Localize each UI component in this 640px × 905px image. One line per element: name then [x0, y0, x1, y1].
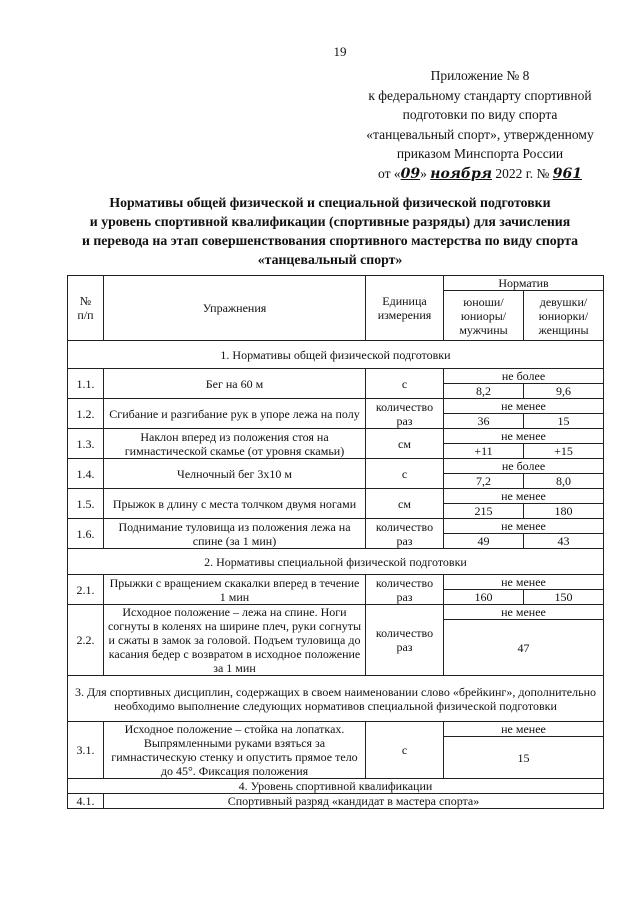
title-line: и перевода на этап совершенствования спортивного мастерства по виду спорта [81, 233, 579, 248]
row-number: 1.5. [68, 489, 104, 519]
page-number: 19 [333, 44, 347, 59]
norm-girls: 180 [524, 504, 604, 519]
exercise-name: Наклон вперед из положения стоя на гимнастической скамье (от уровня скамьи) [104, 429, 366, 459]
unit-cell: количество раз [366, 519, 444, 549]
unit-cell: с [366, 459, 444, 489]
exercise-name: Исходное положение – стойка на лопатках. Выпрямленными руками взяться за гимнастическую стенку и опустить прямое тело до 45°. Фиксация положения [104, 722, 366, 779]
header-num: № п/п [68, 276, 104, 341]
norm-condition: не менее [444, 519, 604, 534]
norm-boys: 49 [444, 534, 524, 549]
date-sep: » [420, 165, 431, 181]
row-number: 1.3. [68, 429, 104, 459]
row-number: 1.1. [68, 369, 104, 399]
year-text: 2022 г. № [491, 165, 553, 181]
section-heading: 1. Нормативы общей физической подготовки [68, 341, 604, 369]
header-girls: девушки/ юниорки/ женщины [524, 291, 604, 341]
qualification-text: Спортивный разряд «кандидат в мастера спорта» [104, 794, 604, 809]
norms-table [67, 275, 604, 809]
row-number: 1.4. [68, 459, 104, 489]
handwritten-order-number: 961 [552, 165, 582, 182]
norm-girls: 8,0 [524, 474, 604, 489]
handwritten-month: ноября [430, 165, 492, 182]
unit-cell: см [366, 489, 444, 519]
section-heading: 4. Уровень спортивной квалификации [68, 779, 604, 794]
exercise-name: Прыжки с вращением скакалки вперед в течение 1 мин [104, 575, 366, 605]
header-unit: Единица измерения [366, 276, 444, 341]
norm-boys: 160 [444, 590, 524, 605]
norm-condition: не менее [444, 429, 604, 444]
unit-cell: с [366, 369, 444, 399]
section-heading: 3. Для спортивных дисциплин, содержащих в своем наименовании слово «брейкинг», дополнительно необходимо выполнение следующих нормативов специальной физической подготовки [68, 676, 604, 722]
unit-cell: см [366, 429, 444, 459]
date-prefix: от « [378, 165, 401, 181]
exercise-name: Сгибание и разгибание рук в упоре лежа на полу [104, 399, 366, 429]
norm-boys: 36 [444, 414, 524, 429]
title-line: и уровень спортивной квалификации (спортивные разряды) для зачисления [89, 214, 571, 229]
appendix-line: к федеральному стандарту спортивной [368, 87, 592, 103]
norm-value: 15 [444, 737, 604, 779]
norm-condition: не менее [444, 399, 604, 414]
section-heading: 2. Нормативы специальной физической подготовки [68, 549, 604, 575]
appendix-line: приказом Минспорта России [396, 146, 564, 161]
norm-condition: не менее [444, 605, 604, 620]
title-line: Нормативы общей физической и специальной физической подготовки [109, 195, 551, 210]
norm-condition: не более [444, 459, 604, 474]
row-number: 2.2. [68, 605, 104, 676]
header-boys: юноши/ юниоры/ мужчины [444, 291, 524, 341]
appendix-line: «танцевальный спорт», утвержденному [366, 126, 594, 142]
row-number: 1.2. [68, 399, 104, 429]
norm-girls: +15 [524, 444, 604, 459]
norm-boys: 7,2 [444, 474, 524, 489]
norm-boys: +11 [444, 444, 524, 459]
norm-girls: 43 [524, 534, 604, 549]
order-date-line [330, 164, 630, 185]
appendix-line: Приложение № 8 [430, 68, 530, 83]
norm-girls: 150 [524, 590, 604, 605]
appendix-block [330, 66, 630, 184]
exercise-name: Челночный бег 3х10 м [104, 459, 366, 489]
row-number: 3.1. [68, 722, 104, 779]
norm-girls: 9,6 [524, 384, 604, 399]
appendix-line: подготовки по виду спорта [402, 107, 558, 122]
exercise-name: Поднимание туловища из положения лежа на спине (за 1 мин) [104, 519, 366, 549]
norm-condition: не менее [444, 489, 604, 504]
norm-girls: 15 [524, 414, 604, 429]
row-number: 4.1. [68, 794, 104, 809]
row-number: 1.6. [68, 519, 104, 549]
norm-boys: 215 [444, 504, 524, 519]
document-title [40, 193, 620, 269]
header-norm: Норматив [444, 276, 604, 291]
unit-cell: количество раз [366, 399, 444, 429]
title-line: «танцевальный спорт» [257, 252, 403, 267]
norm-condition: не менее [444, 722, 604, 737]
row-number: 2.1. [68, 575, 104, 605]
norm-boys: 8,2 [444, 384, 524, 399]
exercise-name: Бег на 60 м [104, 369, 366, 399]
unit-cell: количество раз [366, 575, 444, 605]
handwritten-day: 09 [400, 165, 421, 182]
unit-cell: количество раз [366, 605, 444, 676]
exercise-name: Прыжок в длину с места толчком двумя ногами [104, 489, 366, 519]
norm-condition: не более [444, 369, 604, 384]
exercise-name: Исходное положение – лежа на спине. Ноги согнуты в коленях на ширине плеч, руки согнуты и сжаты в замок за головой. Подъем туловища до касания бедер с возвратом в исходное положение за 1 мин [104, 605, 366, 676]
unit-cell: с [366, 722, 444, 779]
header-exercise: Упражнения [104, 276, 366, 341]
norm-condition: не менее [444, 575, 604, 590]
norm-value: 47 [444, 620, 604, 676]
